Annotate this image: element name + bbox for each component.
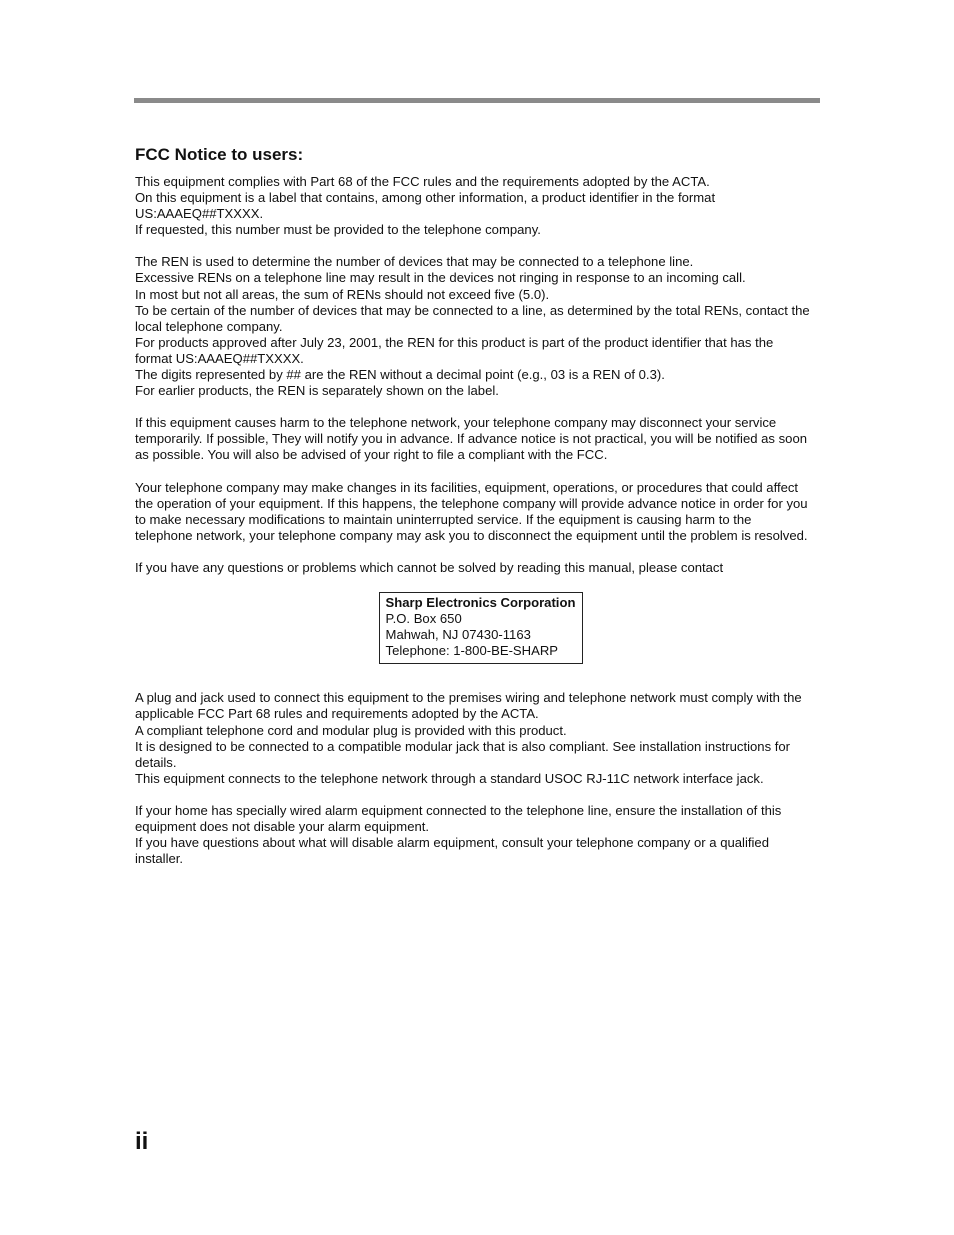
paragraph	[135, 254, 821, 399]
paragraph	[135, 480, 821, 544]
paragraph-line: If you have any questions or problems which cannot be solved by reading this manual, please contact	[135, 559, 724, 575]
contact-telephone: Telephone: 1-800-BE-SHARP	[385, 643, 559, 659]
paragraph-line: On this equipment is a label that contains, among other information, a product identifier in the format	[135, 190, 716, 206]
paragraph	[135, 415, 821, 463]
page-number: ii	[135, 1128, 149, 1155]
paragraph-line: For earlier products, the REN is separately shown on the label.	[135, 383, 499, 399]
paragraph-line: For products approved after July 23, 2001, the REN for this product is part of the product identifier that has the	[135, 334, 774, 350]
paragraph	[135, 803, 821, 867]
paragraph-line: telephone network, your telephone company may ask you to disconnect the equipment until the problem is resolved.	[135, 527, 808, 543]
paragraph-line: If this equipment causes harm to the telephone network, your telephone company may disconnect your service	[135, 415, 777, 431]
paragraph-line: US:AAAEQ##TXXXX.	[135, 206, 264, 222]
paragraph	[135, 690, 821, 787]
paragraph-line: the operation of your equipment. If this happens, the telephone company will provide advance notice in order for you	[135, 495, 808, 511]
paragraph-line: A plug and jack used to connect this equipment to the premises wiring and telephone network must comply with the	[135, 690, 802, 706]
contact-city: Mahwah, NJ 07430-1163	[385, 627, 531, 643]
paragraph-line: If your home has specially wired alarm equipment connected to the telephone line, ensure the installation of this	[135, 802, 782, 818]
paragraph-line: The REN is used to determine the number of devices that may be connected to a telephone line.	[135, 254, 694, 270]
paragraph	[135, 560, 821, 576]
paragraph-line: installer.	[135, 851, 184, 867]
paragraph-line: local telephone company.	[135, 318, 283, 334]
paragraph-line: format US:AAAEQ##TXXXX.	[135, 350, 304, 366]
contact-po-box: P.O. Box 650	[385, 611, 462, 627]
notice-content	[135, 145, 821, 883]
paragraph-line: Excessive RENs on a telephone line may result in the devices not ringing in response to an incoming call.	[135, 270, 746, 286]
paragraph-line: This equipment complies with Part 68 of the FCC rules and the requirements adopted by the ACTA.	[135, 174, 710, 189]
page-title: FCC Notice to users:	[135, 145, 304, 164]
paragraphs-group-b	[135, 690, 821, 867]
paragraph-line: to make necessary modifications to maintain uninterrupted service. If the equipment is causing harm to the	[135, 511, 752, 527]
paragraph-line: equipment does not disable your alarm equipment.	[135, 819, 430, 834]
paragraph-line: The digits represented by ## are the REN without a decimal point (e.g., 03 is a REN of 0.3).	[135, 367, 665, 383]
contact-wrapper	[135, 592, 821, 664]
contact-company: Sharp Electronics Corporation	[385, 594, 576, 610]
paragraphs-group-a	[135, 174, 821, 576]
paragraph	[135, 174, 821, 238]
paragraph-line: This equipment connects to the telephone network through a standard USOC RJ-11C network interface jack.	[135, 770, 764, 786]
paragraph-line: In most but not all areas, the sum of RENs should not exceed five (5.0).	[135, 286, 550, 302]
top-rule	[134, 98, 820, 103]
paragraph-line: temporarily. If possible, They will notify you in advance. If advance notice is not practical, you will be notified as soon	[135, 431, 808, 447]
paragraph-line: Your telephone company may make changes in its facilities, equipment, operations, or procedures that could affect	[135, 479, 799, 495]
paragraph-line: It is designed to be connected to a compatible modular jack that is also compliant. See installation instructions for	[135, 738, 791, 754]
paragraph-line: as possible. You will also be advised of your right to file a compliant with the FCC.	[135, 447, 608, 463]
paragraph-line: To be certain of the number of devices that may be connected to a line, as determined by the total RENs, contact the	[135, 302, 810, 318]
paragraph-line: A compliant telephone cord and modular plug is provided with this product.	[135, 722, 567, 738]
paragraph-line: applicable FCC Part 68 rules and requirements adopted by the ACTA.	[135, 706, 539, 722]
contact-box	[379, 592, 584, 664]
paragraph-line: If you have questions about what will disable alarm equipment, consult your telephone company or a qualified	[135, 835, 769, 851]
paragraph-line: details.	[135, 754, 177, 770]
paragraph-line: If requested, this number must be provided to the telephone company.	[135, 222, 541, 238]
